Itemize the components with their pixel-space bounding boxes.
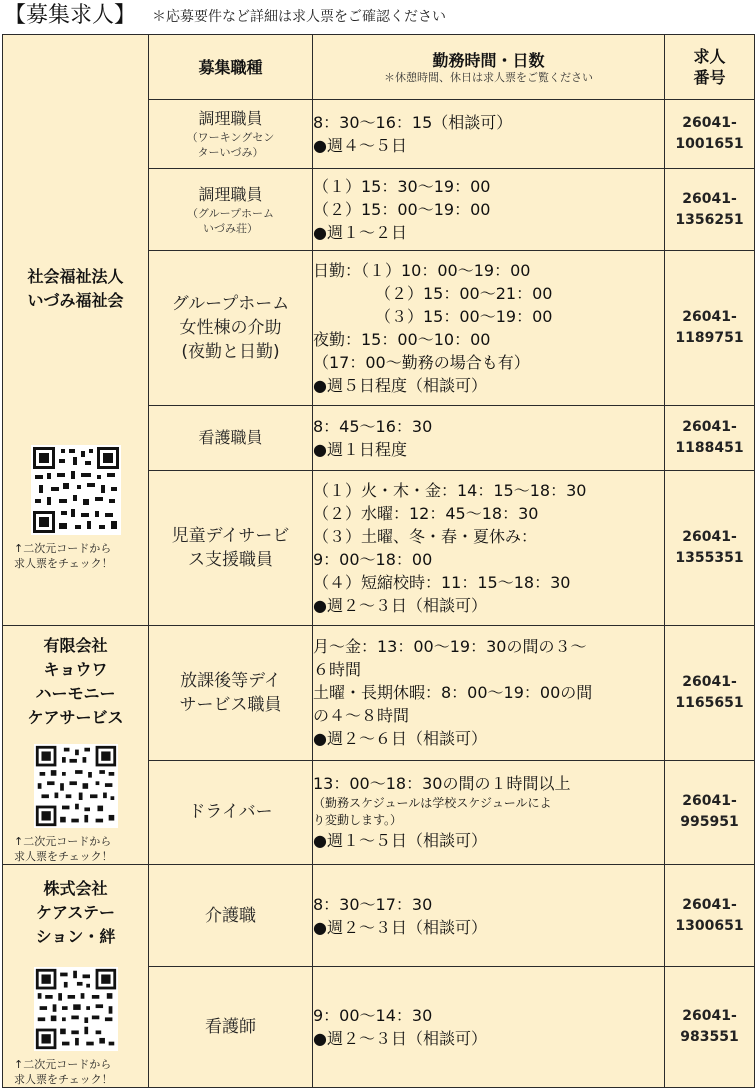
page-header xyxy=(0,0,756,34)
qr-caption: ↑二次元コードから 求人票をチェック！ xyxy=(14,1058,113,1086)
job-hours: 月～金：13：00～19：30の間の３～ ６時間 土曜・長期休暇：8：00～19：00の間 の４～８時間 ●週２～６日（相談可） xyxy=(313,626,665,761)
job-number: 26041- 1189751 xyxy=(665,251,755,406)
job-hours: （１）15：30～19：00 （２）15：00～19：00 ●週１～２日 xyxy=(313,169,665,251)
job-hours: （１）火・木・金：14：15～18：30 （２）水曜：12：45～18：30 （３）土曜、冬・春・夏休み： 9：00～18：00 （４）短縮校時：11：15～18：30 ●週２～３日（相談可） xyxy=(313,471,665,626)
job-title: 調理職員 （グループホーム いづみ荘） xyxy=(149,169,313,251)
job-title: 看護師 xyxy=(149,967,313,1088)
job-hours: 日勤：（１）10：00～19：00 （２）15：00～21：00 （３）15：00～19：00 夜勤：15：00～10：00 （17：00～勤務の場合も有） ●週５日程度（相談可） xyxy=(313,251,665,406)
company-cell-kizuna xyxy=(3,865,149,1088)
job-title: 調理職員 （ワーキングセン ターいづみ） xyxy=(149,100,313,169)
column-header-job: 募集職種 xyxy=(149,35,313,100)
qr-caption: ↑二次元コードから 求人票をチェック！ xyxy=(14,542,113,570)
job-hours: 8：30～16：15（相談可） ●週４～５日 xyxy=(313,100,665,169)
job-title: 介護職 xyxy=(149,865,313,967)
job-title: 放課後等デイ サービス職員 xyxy=(149,626,313,761)
company-cell-izumi xyxy=(3,35,149,626)
qr-code-icon[interactable] xyxy=(34,744,118,828)
company-name: 社会福祉法人 いづみ福祉会 xyxy=(27,267,124,310)
job-number: 26041- 983551 xyxy=(665,967,755,1088)
column-header-number: 求人 番号 xyxy=(665,35,755,100)
company-cell-kyowa xyxy=(3,626,149,865)
job-number: 26041- 1165651 xyxy=(665,626,755,761)
qr-code-icon[interactable] xyxy=(31,445,121,535)
job-listing-table xyxy=(2,34,755,1088)
job-hours: 8：30～17：30 ●週２～３日（相談可） xyxy=(313,865,665,967)
job-hours: 8：45～16：30 ●週１日程度 xyxy=(313,406,665,471)
job-number: 26041- 1356251 xyxy=(665,169,755,251)
job-number: 26041- 1001651 xyxy=(665,100,755,169)
job-number: 26041- 1300651 xyxy=(665,865,755,967)
column-header-hours: 勤務時間・日数 ＊休憩時間、休日は求人票をご覧ください xyxy=(313,35,665,100)
qr-caption: ↑二次元コードから 求人票をチェック！ xyxy=(14,835,113,863)
job-number: 26041- 1188451 xyxy=(665,406,755,471)
company-name: 有限会社 キョウワ ハーモニー ケアサービス xyxy=(27,636,124,727)
job-number: 26041- 1355351 xyxy=(665,471,755,626)
page-note: ＊応募要件など詳細は求人票をご確認ください xyxy=(152,9,446,25)
table-row xyxy=(3,865,755,967)
qr-code-icon[interactable] xyxy=(34,967,118,1051)
company-name: 株式会社 ケアステー ション・絆 xyxy=(35,879,116,946)
job-title: 看護職員 xyxy=(149,406,313,471)
job-hours: 9：00～14：30 ●週２～３日（相談可） xyxy=(313,967,665,1088)
job-title: ドライバー xyxy=(149,760,313,864)
table-row xyxy=(3,626,755,761)
job-title: 児童デイサービ ス支援職員 xyxy=(149,471,313,626)
job-hours: 13：00～18：30の間の１時間以上 （勤務スケジュールは学校スケジュールによ り変動します。） ●週１～５日（相談可） xyxy=(313,760,665,864)
job-number: 26041- 995951 xyxy=(665,760,755,864)
page-title: 【募集求人】 xyxy=(4,3,137,28)
table-header-row xyxy=(3,35,755,100)
job-title: グループホーム 女性棟の介助 (夜勤と日勤) xyxy=(149,251,313,406)
